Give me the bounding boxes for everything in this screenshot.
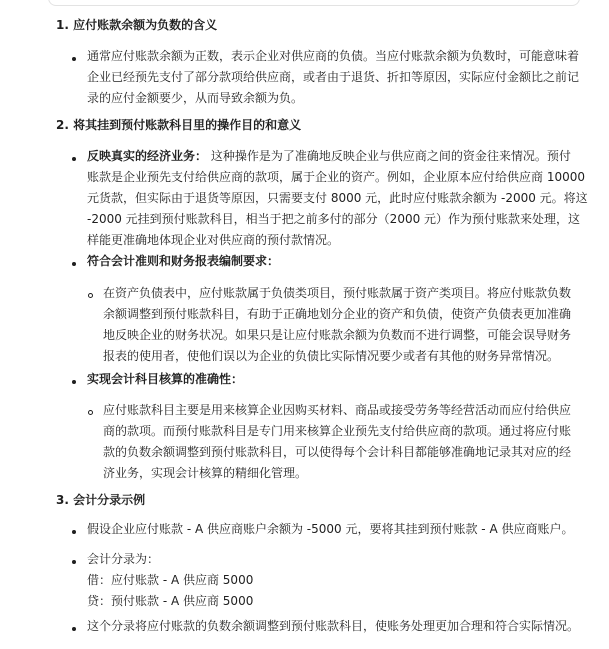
bullet-circle	[88, 410, 93, 415]
bullet-dot	[72, 262, 76, 266]
section-1-paragraph: 通常应付账款余额为正数，表示企业对供应商的负债。当应付账款余额为负数时，可能意味着 企业已经预先支付了部分款项给供应商，或者由于退货、折扣等原因，实际应付金额比之前记 录的应付金额要少，从而导致余额为负。	[87, 49, 580, 105]
section-heading-3: 3. 会计分录示例	[56, 493, 146, 507]
accounting-standards-paragraph: 在资产负债表中，应付账款属于负债类项目，预付账款属于资产类项目。将应付账款负数 余额调整到预付账款科目，有助于正确地划分企业的资产和负债，使资产负债表更加准确 地反映企业的财务状况。如果只是让应付账款余额为负数而不进行调整，可能会误导财务 报表的使用者，使他们误以为企业的负债比实际情况要少或者有其他的财务异常情况。	[103, 286, 572, 363]
bullet-dot	[72, 627, 76, 631]
bullet-dot	[72, 57, 76, 61]
bullet-circle	[88, 293, 93, 298]
previous-card-edge	[48, 0, 580, 6]
bullet-dot	[72, 157, 76, 161]
bullet-dot	[72, 560, 76, 564]
bullet-dot	[72, 530, 76, 534]
journal-entry: 会计分录为： 借：应付账款 - A 供应商 5000 贷：预付账款 - A 供应商 5000	[87, 552, 254, 608]
example-conclusion: 这个分录将应付账款的负数余额调整到预付账款科目，使账务处理更加合理和符合实际情况。	[87, 619, 580, 633]
real-business-label: 反映真实的经济业务：	[87, 149, 208, 163]
real-business-paragraph: 反映真实的经济业务： 这种操作是为了准确地反映企业与供应商之间的资金往来情况。预付 账款是企业预先支付给供应商的款项，属于企业的资产。例如，企业原本应付给供应商 10000 元货款，但实际由于退货等原因，只需要支付 8000 元，此时应付账款余额为 -2000 元。将这 -2000 元挂到预付账款科目，相当于把之前多付的部分（2000 元）作为预付账款来处理，这 样能更准确地体现企业对供应商的预付款情况。	[87, 149, 588, 247]
accuracy-label: 实现会计科目核算的准确性：	[87, 372, 244, 386]
accounting-standards-label: 符合会计准则和财务报表编制要求：	[87, 254, 280, 268]
section-heading-2: 2. 将其挂到预付账款科目里的操作目的和意义	[56, 118, 302, 132]
bullet-dot	[72, 380, 76, 384]
example-assumption: 假设企业应付账款 - A 供应商账户余额为 -5000 元，要将其挂到预付账款 - A 供应商账户。	[87, 522, 574, 536]
accuracy-paragraph: 应付账款科目主要是用来核算企业因购买材料、商品或接受劳务等经营活动而应付给供应 商的款项。而预付账款科目是专门用来核算企业预先支付给供应商的款项。通过将应付账 款的负数余额调整到预付账款科目，可以使得每个会计科目都能够准确地记录其对应的经 济业务，实现会计核算的精细化管理。	[103, 403, 572, 480]
section-heading-1: 1. 应付账款余额为负数的含义	[56, 18, 218, 32]
